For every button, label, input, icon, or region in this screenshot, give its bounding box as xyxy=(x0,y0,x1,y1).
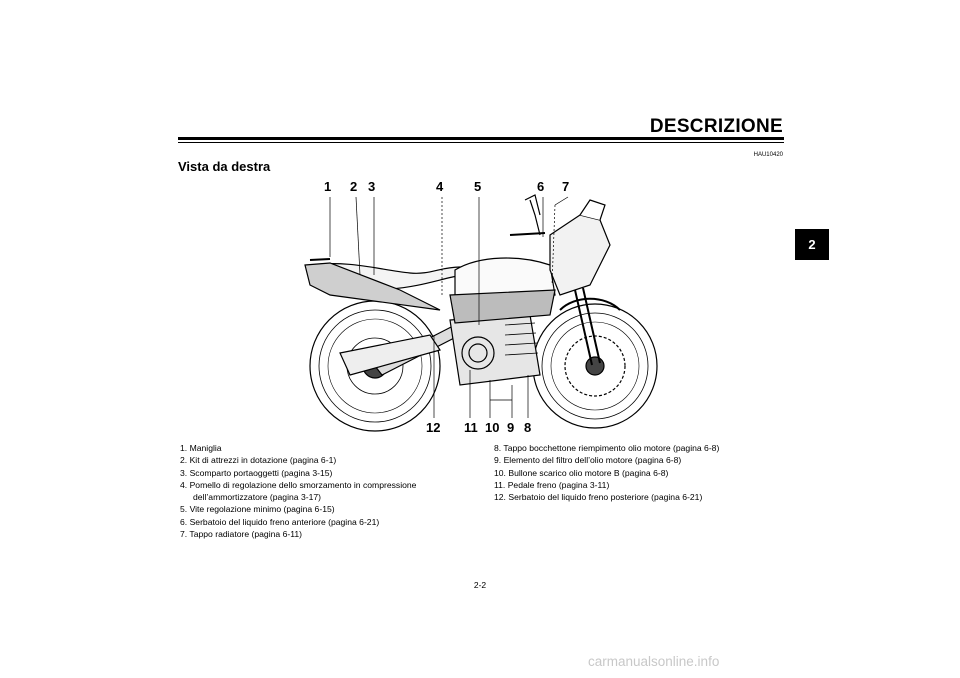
callout-6: 6 xyxy=(537,179,545,194)
callout-7: 7 xyxy=(562,179,570,194)
callout-12: 12 xyxy=(426,420,441,435)
legend-item: 11. Pedale freno (pagina 3-11) xyxy=(494,479,610,490)
watermark: carmanualsonline.info xyxy=(588,654,720,669)
legend-item: 3. Scomparto portaoggetti (pagina 3-15) xyxy=(180,467,333,478)
page-subtitle: Vista da destra xyxy=(178,159,271,174)
motorcycle-diagram xyxy=(290,175,680,440)
legend-item: 7. Tappo radiatore (pagina 6-11) xyxy=(180,529,302,540)
callout-5: 5 xyxy=(474,179,482,194)
callout-8: 8 xyxy=(524,420,532,435)
legend-item: 4. Pomello di regolazione dello smorzamento in compressione dell’ammortizzatore (pagina 3-17) xyxy=(180,479,417,503)
legend-item: 2. Kit di attrezzi in dotazione (pagina 6-1) xyxy=(180,455,337,466)
legend-right xyxy=(494,442,794,503)
header-rule-thin xyxy=(178,142,784,143)
callout-9: 9 xyxy=(507,420,515,435)
legend-left xyxy=(180,442,480,540)
reference-code: HAU10420 xyxy=(753,152,783,158)
motorcycle-illustration xyxy=(290,175,680,440)
legend-item: 5. Vite regolazione minimo (pagina 6-15) xyxy=(180,504,335,515)
legend-item: 1. Maniglia xyxy=(180,443,222,453)
legend-item: 8. Tappo bocchettone riempimento olio motore (pagina 6-8) xyxy=(494,443,720,453)
callout-4: 4 xyxy=(436,179,444,194)
legend-item: 12. Serbatoio del liquido freno posteriore (pagina 6-21) xyxy=(494,492,703,503)
legend-item: 10. Bullone scarico olio motore B (pagina 6-8) xyxy=(494,467,669,478)
page-number: 2-2 xyxy=(473,580,487,590)
legend-item: 6. Serbatoio del liquido freno anteriore (pagina 6-21) xyxy=(180,516,380,527)
callout-11: 11 xyxy=(464,420,478,435)
chapter-tab[interactable]: 2 xyxy=(795,229,829,260)
callout-1: 1 xyxy=(324,179,332,194)
header-rule-thick xyxy=(178,137,784,140)
legend-item: 9. Elemento del filtro dell’olio motore (pagina 6-8) xyxy=(494,455,682,466)
section-title: DESCRIZIONE xyxy=(649,116,783,137)
callout-10: 10 xyxy=(485,420,500,435)
callout-2: 2 xyxy=(350,179,358,194)
callout-3: 3 xyxy=(368,179,376,194)
